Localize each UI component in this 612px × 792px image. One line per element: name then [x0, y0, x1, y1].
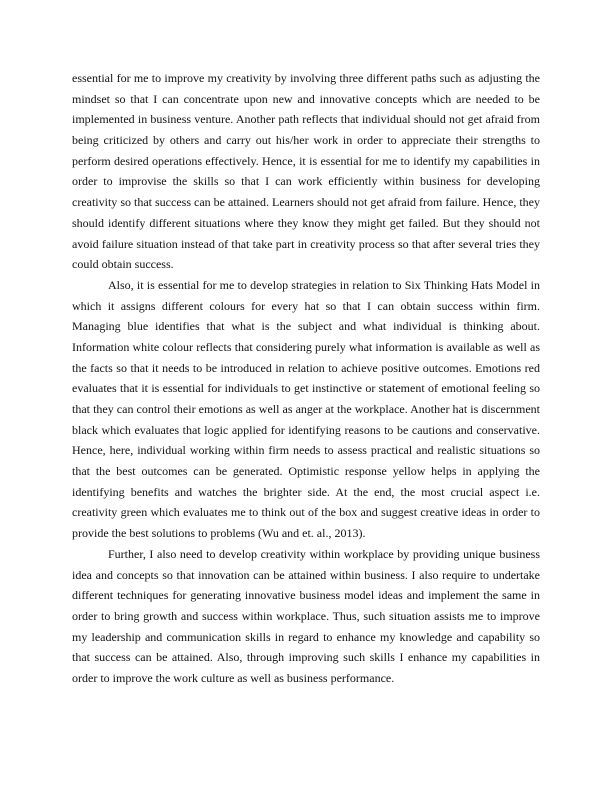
text-line: order to bring growth and success within workplace. Thus, such situation assists me to improve [72, 608, 540, 623]
text-line: the facts so that it needs to be introduced in relation to achieve positive outcomes. Emotions red [72, 360, 540, 375]
text-line: Also, it is essential for me to develop strategies in relation to Six Thinking Hats Model in [108, 277, 540, 292]
text-line: that the best outcomes can be generated. Optimistic response yellow helps in applying the [72, 464, 540, 479]
text-line: Further, I also need to develop creativity within workplace by providing unique business [108, 546, 540, 561]
text-line: Hence, here, individual working within firm needs to assess practical and realistic situations so [72, 443, 540, 458]
paragraph [72, 275, 540, 544]
text-line: Information white colour reflects that considering purely what information is available as well as [72, 339, 540, 354]
text-line: my leadership and communication skills in regard to enhance my knowledge and capability so [72, 629, 540, 644]
text-line: that success can be attained. Also, through improving such skills I enhance my capabilities in [72, 650, 540, 665]
text-line: different techniques for generating innovative business model ideas and implement the same in [72, 588, 540, 603]
text-line: Managing blue identifies that what is the subject and what individual is thinking about. [72, 319, 540, 334]
text-line: idea and concepts so that innovation can be attained within business. I also require to undertake [72, 567, 540, 582]
text-line: black which evaluates that logic applied for identifying reasons to be cautions and conservative. [72, 422, 540, 437]
text-line: should identify different situations where they know they might get failed. But they should not [72, 215, 540, 230]
text-line: perform desired operations effectively. Hence, it is essential for me to identify my capabilities in [72, 153, 540, 168]
text-line: which it assigns different colours for every hat so that I can obtain success within firm. [72, 298, 540, 313]
text-line: evaluates that it is essential for individuals to get instinctive or statement of emotional feeling so [72, 381, 540, 396]
text-line: could obtain success. [72, 257, 174, 272]
text-line: that they can control their emotions as well as anger at the workplace. Another hat is discernment [72, 402, 540, 416]
document-page [72, 68, 540, 689]
text-line: creativity so that success can be attained. Learners should not get afraid from failure. Hence, they [72, 195, 540, 210]
text-line: essential for me to improve my creativity by involving three different paths such as adjusting the [72, 71, 540, 85]
text-line: being criticized by others and carry out his/her work in order to appreciate their strengths to [72, 133, 540, 148]
text-line: implemented in business venture. Another path reflects that individual should not get afraid from [72, 112, 540, 127]
paragraph [72, 544, 540, 689]
text-line: creativity green which evaluates me to think out of the box and suggest creative ideas in order to [72, 505, 540, 520]
paragraph [72, 68, 540, 275]
text-line: avoid failure situation instead of that take part in creativity process so that after several tries they [72, 236, 540, 251]
text-line: identifying benefits and watches the brighter side. At the end, the most crucial aspect i.e. [72, 484, 540, 499]
text-line: mindset so that I can concentrate upon new and innovative concepts which are needed to be [72, 91, 540, 106]
text-line: order to improve the work culture as well as business performance. [72, 670, 395, 685]
text-line: order to improvise the skills so that I can work efficiently within business for developing [72, 174, 540, 189]
text-line: provide the best solutions to problems (Wu and et. al., 2013). [72, 526, 366, 541]
